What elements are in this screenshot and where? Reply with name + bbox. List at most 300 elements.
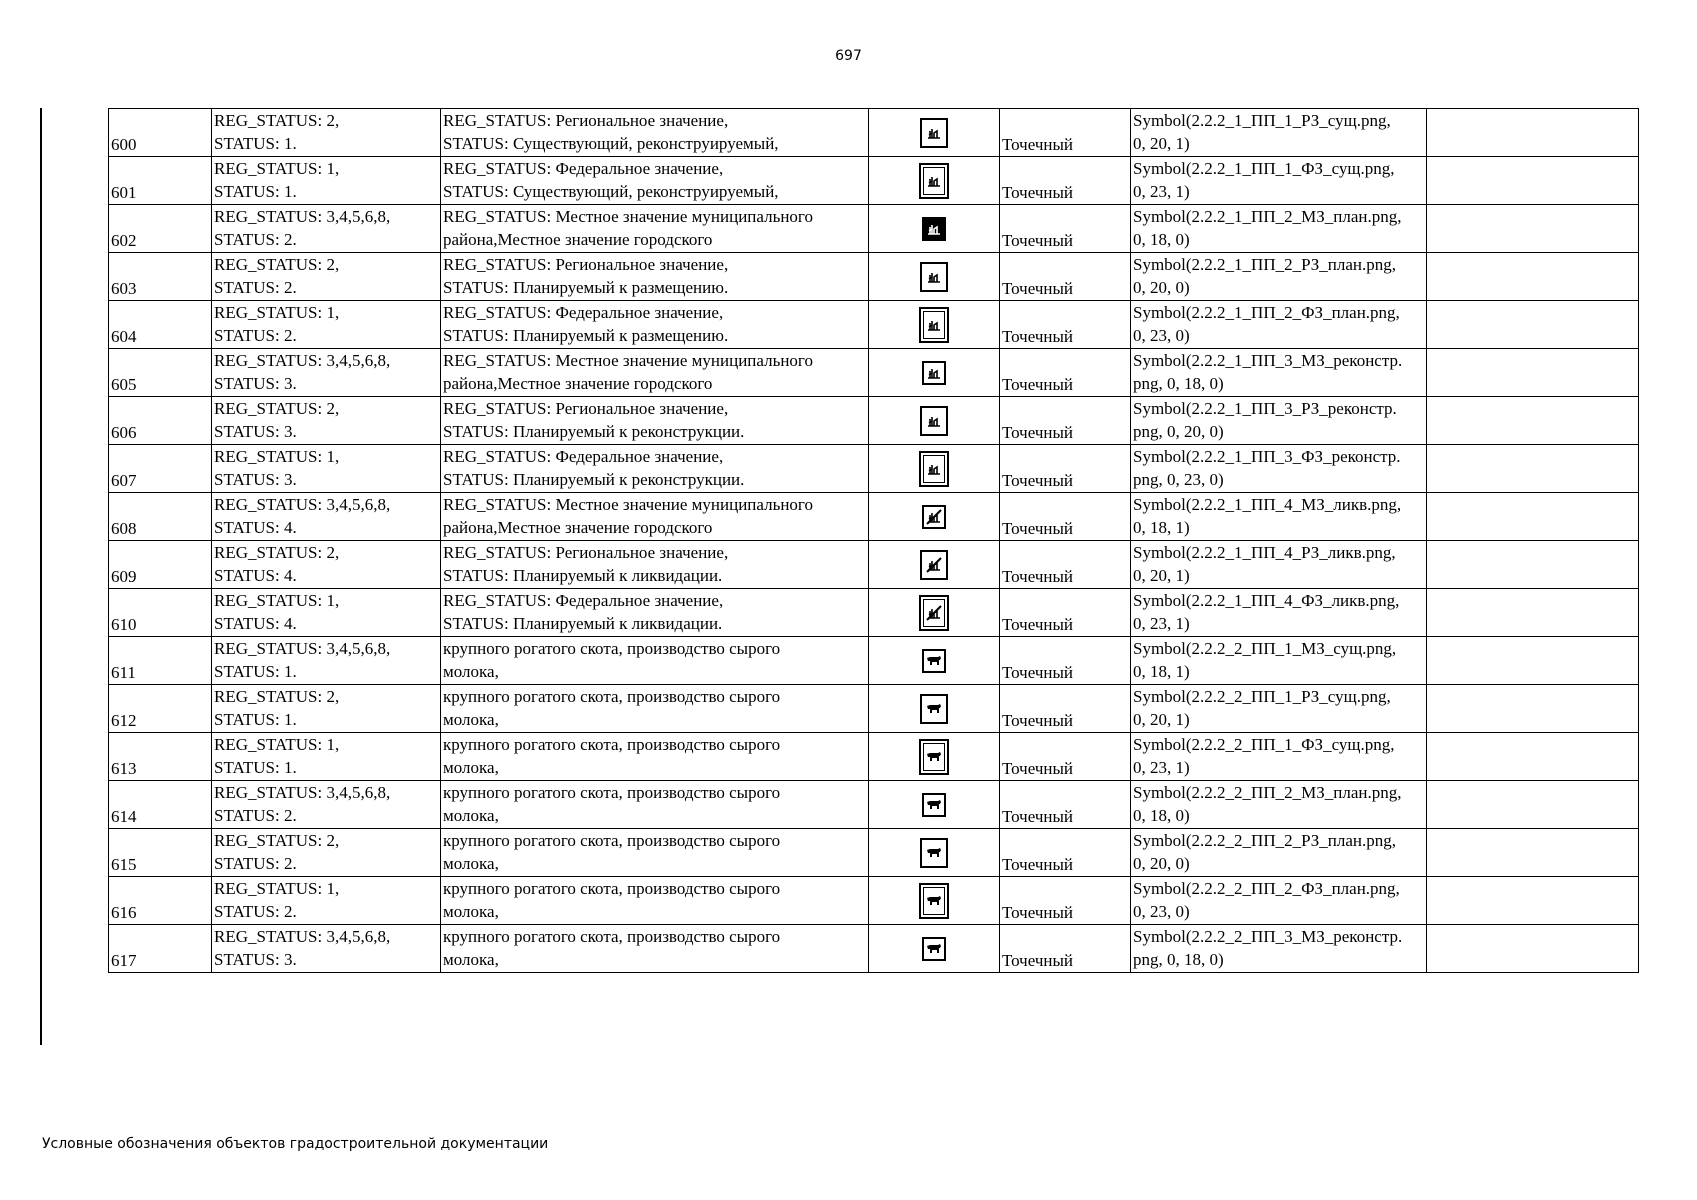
status-code-cell bbox=[212, 397, 441, 445]
row-number: 614 bbox=[111, 807, 137, 826]
cell-text: молока, bbox=[443, 758, 499, 777]
cell-text: молока, bbox=[443, 662, 499, 681]
factory-glyph bbox=[926, 269, 942, 285]
geometry-type: Точечный bbox=[1002, 183, 1074, 202]
symbol-function-cell bbox=[1131, 157, 1427, 205]
table-row bbox=[109, 205, 1639, 253]
empty-cell bbox=[1427, 397, 1639, 445]
cell-text: молока, bbox=[443, 902, 499, 921]
industry-icon bbox=[919, 451, 949, 487]
cell-text: STATUS: 2. bbox=[214, 278, 297, 297]
symbol-cell bbox=[869, 205, 1000, 253]
symbol-function-cell bbox=[1131, 829, 1427, 877]
cell-text: Symbol(2.2.2_1_ПП_1_РЗ_сущ.png, bbox=[1133, 111, 1391, 130]
symbol-function-cell bbox=[1131, 685, 1427, 733]
geometry-type-cell bbox=[1000, 733, 1131, 781]
cell-text: STATUS: 2. bbox=[214, 806, 297, 825]
row-number: 602 bbox=[111, 231, 137, 250]
geometry-type: Точечный bbox=[1002, 327, 1074, 346]
geometry-type-cell bbox=[1000, 877, 1131, 925]
symbol-function-cell bbox=[1131, 733, 1427, 781]
table-row bbox=[109, 445, 1639, 493]
geometry-type-cell bbox=[1000, 445, 1131, 493]
status-code-cell bbox=[212, 829, 441, 877]
symbol-legend-table bbox=[108, 108, 1639, 973]
status-code-cell bbox=[212, 541, 441, 589]
row-number-cell bbox=[109, 781, 212, 829]
symbol-function-cell bbox=[1131, 109, 1427, 157]
row-number-cell bbox=[109, 205, 212, 253]
empty-cell bbox=[1427, 109, 1639, 157]
cell-text: Symbol(2.2.2_1_ПП_3_МЗ_реконстр. bbox=[1133, 351, 1403, 370]
status-code-cell bbox=[212, 781, 441, 829]
factory-glyph bbox=[926, 365, 942, 381]
cell-text: png, 0, 18, 0) bbox=[1133, 950, 1224, 969]
row-number-cell bbox=[109, 589, 212, 637]
industry-crossed-icon bbox=[919, 595, 949, 631]
row-number-cell bbox=[109, 445, 212, 493]
cell-text: крупного рогатого скота, производство сырого bbox=[443, 879, 781, 898]
status-code-cell bbox=[212, 349, 441, 397]
cell-text: REG_STATUS: Региональное значение, bbox=[443, 255, 729, 274]
description-cell bbox=[441, 925, 869, 973]
empty-cell bbox=[1427, 493, 1639, 541]
cell-text: STATUS: Планируемый к размещению. bbox=[443, 326, 729, 345]
document-footer: Условные обозначения объектов градостроительной документации bbox=[42, 1136, 549, 1152]
symbol-cell bbox=[869, 541, 1000, 589]
geometry-type: Точечный bbox=[1002, 663, 1074, 682]
industry-crossed-icon bbox=[922, 505, 946, 529]
cell-text: крупного рогатого скота, производство сырого bbox=[443, 687, 781, 706]
symbol-function-cell bbox=[1131, 349, 1427, 397]
cell-text: REG_STATUS: 3,4,5,6,8, bbox=[214, 639, 391, 658]
cell-text: REG_STATUS: 2, bbox=[214, 687, 340, 706]
table-row bbox=[109, 109, 1639, 157]
symbol-cell bbox=[869, 637, 1000, 685]
cow-glyph bbox=[926, 653, 942, 669]
cell-text: 0, 23, 0) bbox=[1133, 902, 1190, 921]
status-code-cell bbox=[212, 445, 441, 493]
cell-text: 0, 20, 0) bbox=[1133, 854, 1190, 873]
symbol-function-cell bbox=[1131, 781, 1427, 829]
status-code-cell bbox=[212, 589, 441, 637]
cell-text: Symbol(2.2.2_1_ПП_1_ФЗ_сущ.png, bbox=[1133, 159, 1395, 178]
description-cell bbox=[441, 445, 869, 493]
symbol-cell bbox=[869, 157, 1000, 205]
cell-text: REG_STATUS: Региональное значение, bbox=[443, 111, 729, 130]
row-number-cell bbox=[109, 109, 212, 157]
cell-text: STATUS: 3. bbox=[214, 470, 297, 489]
left-margin-rule bbox=[40, 108, 42, 1045]
cell-text: REG_STATUS: Местное значение муниципального bbox=[443, 207, 813, 226]
cow-glyph bbox=[926, 749, 942, 765]
symbol-function-cell bbox=[1131, 877, 1427, 925]
cell-text: REG_STATUS: Местное значение муниципального bbox=[443, 495, 813, 514]
cell-text: STATUS: 4. bbox=[214, 566, 297, 585]
cell-text: REG_STATUS: Федеральное значение, bbox=[443, 159, 724, 178]
geometry-type: Точечный bbox=[1002, 855, 1074, 874]
factory-glyph bbox=[926, 173, 942, 189]
row-number-cell bbox=[109, 541, 212, 589]
empty-cell bbox=[1427, 253, 1639, 301]
cell-text: Symbol(2.2.2_1_ПП_3_ФЗ_реконстр. bbox=[1133, 447, 1401, 466]
row-number: 607 bbox=[111, 471, 137, 490]
factory-glyph bbox=[926, 605, 942, 621]
cell-text: REG_STATUS: 1, bbox=[214, 591, 340, 610]
cell-text: 0, 20, 1) bbox=[1133, 134, 1190, 153]
cell-text: 0, 18, 0) bbox=[1133, 806, 1190, 825]
cell-text: STATUS: 1. bbox=[214, 662, 297, 681]
cow-icon bbox=[922, 649, 946, 673]
symbol-function-cell bbox=[1131, 301, 1427, 349]
geometry-type: Точечный bbox=[1002, 135, 1074, 154]
cell-text: STATUS: Планируемый к ликвидации. bbox=[443, 614, 723, 633]
empty-cell bbox=[1427, 733, 1639, 781]
cell-text: Symbol(2.2.2_1_ПП_4_МЗ_ликв.png, bbox=[1133, 495, 1402, 514]
symbol-cell bbox=[869, 925, 1000, 973]
row-number-cell bbox=[109, 157, 212, 205]
geometry-type: Точечный bbox=[1002, 423, 1074, 442]
cell-text: района,Местное значение городского bbox=[443, 518, 713, 537]
cell-text: STATUS: 3. bbox=[214, 422, 297, 441]
cell-text: STATUS: 1. bbox=[214, 134, 297, 153]
empty-cell bbox=[1427, 829, 1639, 877]
status-code-cell bbox=[212, 877, 441, 925]
cell-text: STATUS: 1. bbox=[214, 710, 297, 729]
row-number: 615 bbox=[111, 855, 137, 874]
cell-text: STATUS: 2. bbox=[214, 854, 297, 873]
table-row bbox=[109, 829, 1639, 877]
cell-text: png, 0, 20, 0) bbox=[1133, 422, 1224, 441]
cell-text: REG_STATUS: 3,4,5,6,8, bbox=[214, 783, 391, 802]
description-cell bbox=[441, 253, 869, 301]
description-cell bbox=[441, 685, 869, 733]
symbol-function-cell bbox=[1131, 397, 1427, 445]
row-number-cell bbox=[109, 397, 212, 445]
row-number: 611 bbox=[111, 663, 136, 682]
cell-text: Symbol(2.2.2_2_ПП_2_ФЗ_план.png, bbox=[1133, 879, 1400, 898]
cell-text: REG_STATUS: 1, bbox=[214, 879, 340, 898]
empty-cell bbox=[1427, 637, 1639, 685]
row-number: 605 bbox=[111, 375, 137, 394]
empty-cell bbox=[1427, 589, 1639, 637]
row-number: 617 bbox=[111, 951, 137, 970]
cell-text: крупного рогатого скота, производство сырого bbox=[443, 927, 781, 946]
symbol-cell bbox=[869, 877, 1000, 925]
row-number: 600 bbox=[111, 135, 137, 154]
cell-text: Symbol(2.2.2_1_ПП_2_ФЗ_план.png, bbox=[1133, 303, 1400, 322]
industry-icon bbox=[920, 406, 948, 436]
cell-text: района,Местное значение городского bbox=[443, 374, 713, 393]
cell-text: REG_STATUS: 2, bbox=[214, 399, 340, 418]
cow-icon bbox=[922, 937, 946, 961]
cell-text: STATUS: Планируемый к ликвидации. bbox=[443, 566, 723, 585]
geometry-type: Точечный bbox=[1002, 759, 1074, 778]
geometry-type-cell bbox=[1000, 589, 1131, 637]
cell-text: 0, 20, 0) bbox=[1133, 278, 1190, 297]
cell-text: STATUS: 2. bbox=[214, 902, 297, 921]
cell-text: REG_STATUS: 2, bbox=[214, 831, 340, 850]
cell-text: REG_STATUS: Федеральное значение, bbox=[443, 447, 724, 466]
geometry-type-cell bbox=[1000, 157, 1131, 205]
table-row bbox=[109, 541, 1639, 589]
description-cell bbox=[441, 733, 869, 781]
geometry-type-cell bbox=[1000, 349, 1131, 397]
row-number-cell bbox=[109, 877, 212, 925]
row-number: 603 bbox=[111, 279, 137, 298]
cell-text: STATUS: 2. bbox=[214, 230, 297, 249]
cow-glyph bbox=[926, 845, 942, 861]
row-number-cell bbox=[109, 493, 212, 541]
row-number-cell bbox=[109, 637, 212, 685]
cell-text: png, 0, 23, 0) bbox=[1133, 470, 1224, 489]
industry-icon bbox=[919, 163, 949, 199]
symbol-function-cell bbox=[1131, 205, 1427, 253]
symbol-function-cell bbox=[1131, 925, 1427, 973]
geometry-type: Точечный bbox=[1002, 903, 1074, 922]
cell-text: 0, 23, 0) bbox=[1133, 326, 1190, 345]
industry-icon bbox=[922, 361, 946, 385]
geometry-type: Точечный bbox=[1002, 231, 1074, 250]
geometry-type: Точечный bbox=[1002, 615, 1074, 634]
cell-text: молока, bbox=[443, 854, 499, 873]
cell-text: STATUS: 2. bbox=[214, 326, 297, 345]
symbol-cell bbox=[869, 253, 1000, 301]
row-number: 612 bbox=[111, 711, 137, 730]
row-number-cell bbox=[109, 925, 212, 973]
status-code-cell bbox=[212, 637, 441, 685]
description-cell bbox=[441, 637, 869, 685]
row-number-cell bbox=[109, 349, 212, 397]
symbol-cell bbox=[869, 109, 1000, 157]
row-number: 609 bbox=[111, 567, 137, 586]
industry-icon bbox=[919, 307, 949, 343]
cow-icon bbox=[922, 793, 946, 817]
cell-text: STATUS: Существующий, реконструируемый, bbox=[443, 134, 779, 153]
cell-text: 0, 23, 1) bbox=[1133, 614, 1190, 633]
cell-text: REG_STATUS: 2, bbox=[214, 255, 340, 274]
description-cell bbox=[441, 541, 869, 589]
table-row bbox=[109, 493, 1639, 541]
geometry-type-cell bbox=[1000, 685, 1131, 733]
cell-text: крупного рогатого скота, производство сырого bbox=[443, 735, 781, 754]
symbol-cell bbox=[869, 781, 1000, 829]
geometry-type: Точечный bbox=[1002, 567, 1074, 586]
description-cell bbox=[441, 109, 869, 157]
table-row bbox=[109, 253, 1639, 301]
description-cell bbox=[441, 589, 869, 637]
cell-text: REG_STATUS: 1, bbox=[214, 159, 340, 178]
symbol-cell bbox=[869, 685, 1000, 733]
empty-cell bbox=[1427, 205, 1639, 253]
cell-text: STATUS: 3. bbox=[214, 374, 297, 393]
status-code-cell bbox=[212, 109, 441, 157]
geometry-type-cell bbox=[1000, 925, 1131, 973]
cell-text: 0, 23, 1) bbox=[1133, 758, 1190, 777]
cell-text: Symbol(2.2.2_2_ПП_2_РЗ_план.png, bbox=[1133, 831, 1397, 850]
status-code-cell bbox=[212, 253, 441, 301]
geometry-type: Точечный bbox=[1002, 471, 1074, 490]
cell-text: Symbol(2.2.2_2_ПП_1_ФЗ_сущ.png, bbox=[1133, 735, 1395, 754]
description-cell bbox=[441, 349, 869, 397]
empty-cell bbox=[1427, 301, 1639, 349]
cell-text: STATUS: Планируемый к реконструкции. bbox=[443, 422, 745, 441]
table-row bbox=[109, 925, 1639, 973]
cell-text: png, 0, 18, 0) bbox=[1133, 374, 1224, 393]
table-row bbox=[109, 733, 1639, 781]
cell-text: REG_STATUS: 3,4,5,6,8, bbox=[214, 495, 391, 514]
status-code-cell bbox=[212, 301, 441, 349]
table-row bbox=[109, 157, 1639, 205]
row-number: 606 bbox=[111, 423, 137, 442]
empty-cell bbox=[1427, 877, 1639, 925]
cell-text: STATUS: 4. bbox=[214, 614, 297, 633]
geometry-type-cell bbox=[1000, 829, 1131, 877]
cell-text: STATUS: 1. bbox=[214, 758, 297, 777]
row-number-cell bbox=[109, 253, 212, 301]
factory-glyph bbox=[926, 125, 942, 141]
cell-text: REG_STATUS: Региональное значение, bbox=[443, 543, 729, 562]
cell-text: крупного рогатого скота, производство сырого bbox=[443, 831, 781, 850]
cell-text: REG_STATUS: Местное значение муниципального bbox=[443, 351, 813, 370]
description-cell bbox=[441, 781, 869, 829]
table-row bbox=[109, 397, 1639, 445]
cow-glyph bbox=[926, 797, 942, 813]
cell-text: 0, 18, 0) bbox=[1133, 230, 1190, 249]
cell-text: Symbol(2.2.2_1_ПП_2_РЗ_план.png, bbox=[1133, 255, 1397, 274]
cell-text: STATUS: Планируемый к реконструкции. bbox=[443, 470, 745, 489]
cell-text: REG_STATUS: 2, bbox=[214, 111, 340, 130]
cell-text: Symbol(2.2.2_2_ПП_1_РЗ_сущ.png, bbox=[1133, 687, 1391, 706]
table-row bbox=[109, 349, 1639, 397]
cell-text: 0, 20, 1) bbox=[1133, 710, 1190, 729]
symbol-cell bbox=[869, 829, 1000, 877]
cow-icon bbox=[919, 883, 949, 919]
cell-text: молока, bbox=[443, 806, 499, 825]
cell-text: REG_STATUS: 3,4,5,6,8, bbox=[214, 207, 391, 226]
symbol-cell bbox=[869, 397, 1000, 445]
cell-text: STATUS: 1. bbox=[214, 182, 297, 201]
symbol-function-cell bbox=[1131, 637, 1427, 685]
symbol-cell bbox=[869, 349, 1000, 397]
description-cell bbox=[441, 829, 869, 877]
symbol-cell bbox=[869, 445, 1000, 493]
industry-icon bbox=[920, 262, 948, 292]
table-row bbox=[109, 589, 1639, 637]
symbol-function-cell bbox=[1131, 541, 1427, 589]
cell-text: REG_STATUS: 3,4,5,6,8, bbox=[214, 351, 391, 370]
industry-icon bbox=[922, 217, 946, 241]
factory-glyph bbox=[926, 557, 942, 573]
geometry-type-cell bbox=[1000, 637, 1131, 685]
page-number: 697 bbox=[835, 48, 862, 64]
cell-text: крупного рогатого скота, производство сырого bbox=[443, 639, 781, 658]
cell-text: 0, 20, 1) bbox=[1133, 566, 1190, 585]
row-number-cell bbox=[109, 829, 212, 877]
geometry-type-cell bbox=[1000, 781, 1131, 829]
cell-text: молока, bbox=[443, 710, 499, 729]
cow-glyph bbox=[926, 701, 942, 717]
cell-text: REG_STATUS: 1, bbox=[214, 447, 340, 466]
cell-text: REG_STATUS: 3,4,5,6,8, bbox=[214, 927, 391, 946]
cow-glyph bbox=[926, 893, 942, 909]
factory-glyph bbox=[926, 509, 942, 525]
symbol-function-cell bbox=[1131, 493, 1427, 541]
description-cell bbox=[441, 301, 869, 349]
cell-text: REG_STATUS: 1, bbox=[214, 735, 340, 754]
table-row bbox=[109, 781, 1639, 829]
status-code-cell bbox=[212, 157, 441, 205]
symbol-function-cell bbox=[1131, 589, 1427, 637]
empty-cell bbox=[1427, 349, 1639, 397]
geometry-type: Точечный bbox=[1002, 951, 1074, 970]
geometry-type-cell bbox=[1000, 301, 1131, 349]
cell-text: STATUS: Планируемый к размещению. bbox=[443, 278, 729, 297]
geometry-type-cell bbox=[1000, 493, 1131, 541]
cell-text: REG_STATUS: 2, bbox=[214, 543, 340, 562]
cell-text: 0, 23, 1) bbox=[1133, 182, 1190, 201]
cell-text: Symbol(2.2.2_2_ПП_3_МЗ_реконстр. bbox=[1133, 927, 1403, 946]
cell-text: Symbol(2.2.2_1_ПП_3_РЗ_реконстр. bbox=[1133, 399, 1397, 418]
symbol-cell bbox=[869, 733, 1000, 781]
cell-text: STATUS: 4. bbox=[214, 518, 297, 537]
cell-text: STATUS: 3. bbox=[214, 950, 297, 969]
description-cell bbox=[441, 205, 869, 253]
description-cell bbox=[441, 493, 869, 541]
cell-text: Symbol(2.2.2_1_ПП_4_ФЗ_ликв.png, bbox=[1133, 591, 1400, 610]
description-cell bbox=[441, 877, 869, 925]
geometry-type: Точечный bbox=[1002, 279, 1074, 298]
cell-text: REG_STATUS: Федеральное значение, bbox=[443, 591, 724, 610]
industry-crossed-icon bbox=[920, 550, 948, 580]
table-row bbox=[109, 301, 1639, 349]
cell-text: 0, 18, 1) bbox=[1133, 518, 1190, 537]
geometry-type-cell bbox=[1000, 205, 1131, 253]
row-number-cell bbox=[109, 301, 212, 349]
status-code-cell bbox=[212, 493, 441, 541]
cell-text: Symbol(2.2.2_2_ПП_1_МЗ_сущ.png, bbox=[1133, 639, 1397, 658]
empty-cell bbox=[1427, 157, 1639, 205]
geometry-type: Точечный bbox=[1002, 807, 1074, 826]
symbol-function-cell bbox=[1131, 253, 1427, 301]
cell-text: крупного рогатого скота, производство сырого bbox=[443, 783, 781, 802]
geometry-type-cell bbox=[1000, 541, 1131, 589]
row-number: 610 bbox=[111, 615, 137, 634]
cow-glyph bbox=[926, 941, 942, 957]
symbol-cell bbox=[869, 301, 1000, 349]
row-number: 604 bbox=[111, 327, 137, 346]
factory-glyph bbox=[926, 221, 942, 237]
cell-text: STATUS: Существующий, реконструируемый, bbox=[443, 182, 779, 201]
empty-cell bbox=[1427, 445, 1639, 493]
cell-text: REG_STATUS: Федеральное значение, bbox=[443, 303, 724, 322]
row-number: 608 bbox=[111, 519, 137, 538]
table-row bbox=[109, 877, 1639, 925]
factory-glyph bbox=[926, 413, 942, 429]
factory-glyph bbox=[926, 461, 942, 477]
industry-icon bbox=[920, 118, 948, 148]
empty-cell bbox=[1427, 541, 1639, 589]
row-number-cell bbox=[109, 685, 212, 733]
cell-text: Symbol(2.2.2_1_ПП_2_МЗ_план.png, bbox=[1133, 207, 1402, 226]
geometry-type: Точечный bbox=[1002, 519, 1074, 538]
description-cell bbox=[441, 157, 869, 205]
status-code-cell bbox=[212, 205, 441, 253]
cow-icon bbox=[919, 739, 949, 775]
status-code-cell bbox=[212, 733, 441, 781]
cell-text: REG_STATUS: 1, bbox=[214, 303, 340, 322]
table-row bbox=[109, 637, 1639, 685]
